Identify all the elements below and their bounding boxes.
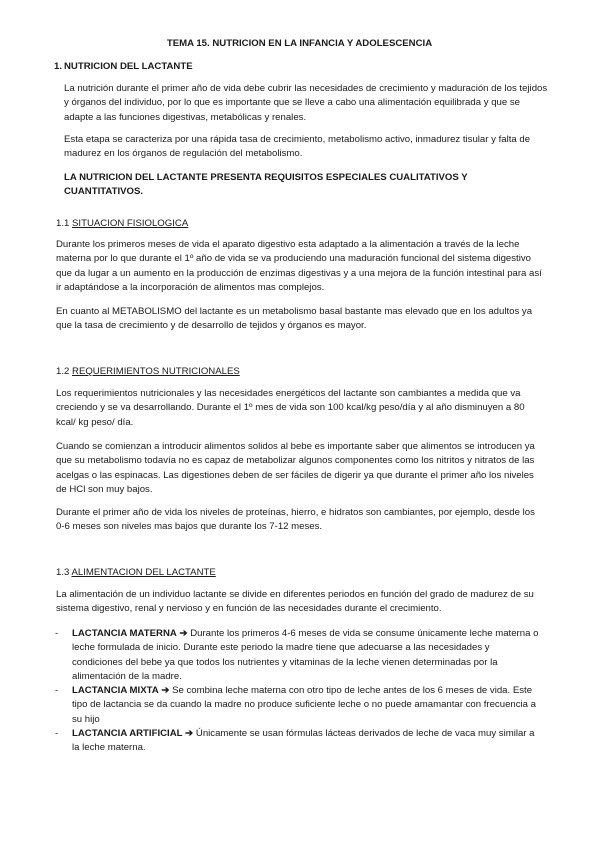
subsection-1-3-paragraph-1: La alimentación de un individuo lactante se divide en diferentes periodos en función del grado de madurez de su sistema digestivo, renal y nervioso y en función de las necesidades durante el crecimiento. [56,589,534,615]
subsection-1-2-paragraph-2: Cuando se comienzan a introducir alimentos solidos al bebe es importante saber que alimentos se introducen ya que su metabolismo todavía no es capaz de metabolizar algunos componentes como los nitritos y nitratos de las acelgas o las espinacas. Las digestiones deben de ser fáciles de digerir ya que durante el primer año los niveles de HCl son muy bajos. [56,441,535,495]
section-1-paragraph-2: Esta etapa se caracteriza por una rápida tasa de crecimiento, metabolismo activo, inmadurez tisular y falta de madurez en los órganos de regulación del metabolismo. [64,134,531,160]
list-item-lactancia-mixta [72,684,542,727]
list-item-lactancia-materna [72,627,542,684]
subsection-1-2-title: REQUERIMIENTOS NUTRICIONALES [72,366,240,377]
subsection-1-3-title: ALIMENTACION DEL LACTANTE [71,567,216,578]
list-bullet: - [55,728,59,739]
section-1-heading-text: NUTRICION DEL LACTANTE [64,61,193,72]
section-1-emphasis: LA NUTRICION DEL LACTANTE PRESENTA REQUISITOS ESPECIALES CUALITATIVOS Y CUANTITATIVOS. [64,172,468,198]
list-item-text: Únicamente se usan fórmulas lácteas derivados de leche de vaca muy similar a la leche materna. [72,728,535,754]
list-item-term: LACTANCIA MIXTA [72,685,159,696]
subsection-1-2-heading [56,365,546,379]
section-1-heading [54,60,193,74]
page-title: TEMA 15. NUTRICION EN LA INFANCIA Y ADOLESCENCIA [166,38,433,49]
arrow-icon: ➔ [161,685,170,696]
list-item-term: LACTANCIA ARTIFICIAL [72,728,183,739]
section-1-paragraph-1: La nutrición durante el primer año de vida debe cubrir las necesidades de crecimiento y maduración de los tejidos y órganos del individuo, por lo que es importante que se lleve a cabo una alimentación equilibrada y que se adapte a las funciones digestivas, metabólicas y renales. [64,83,548,123]
arrow-icon: ➔ [185,728,194,739]
subsection-1-2-number: 1.2 [56,366,70,377]
section-1-number: 1. [54,61,63,72]
subsection-1-3-number: 1.3 [56,567,70,578]
list-item-term: LACTANCIA MATERNA [72,628,177,639]
subsection-1-1-paragraph-1: Durante los primeros meses de vida el aparato digestivo esta adaptado a la alimentación a través de la leche materna por lo que durante el 1º año de vida se va produciendo una maduración funcional del sistema digestivo que da lugar a un aumento en la producción de enzimas digestivas y a una mejora de la función intestinal para así ir adaptándose a la incorporación de alimentos mas complejos. [56,239,542,293]
list-item-text: Se combina leche materna con otro tipo de leche antes de los 6 meses de vida. Este tipo de lactancia se da cuando la madre no produce suficiente leche o no puede amamantar con frecuencia a su hijo [72,685,536,725]
subsection-1-3-heading [56,566,546,580]
arrow-icon: ➔ [179,628,188,639]
subsection-1-2-paragraph-1: Los requerimientos nutricionales y las necesidades energéticos del lactante son cambiantes a medida que va creciendo y se va desarrollando. Durante el 1º mes de vida son 100 kcal/kg peso/día y al año disminuyen a 80 kcal/ kg peso/ día. [56,388,525,428]
list-item-lactancia-artificial [72,727,542,756]
subsection-1-2-paragraph-3: Durante el primer año de vida los niveles de proteínas, hierro, e hidratos son cambiantes, por ejemplo, desde los 0-6 meses son niveles mas bajos que durante los 7-12 meses. [56,507,535,533]
list-bullet: - [55,685,59,696]
subsection-1-1-number: 1.1 [56,218,70,229]
subsection-1-1-paragraph-2: En cuanto al METABOLISMO del lactante es un metabolismo basal bastante mas elevado que en los adultos ya que la tasa de crecimiento y de desarrollo de tejidos y órganos es mayor. [56,306,533,332]
list-bullet: - [55,628,59,639]
subsection-1-1-title: SITUACION FISIOLOGICA [72,218,189,229]
subsection-1-1-heading [56,217,546,231]
list-item-text: Durante los primeros 4-6 meses de vida se consume únicamente leche materna o leche formulada de inicio. Durante este periodo la madre tiene que adecuarse a las necesidades y condiciones del bebe ya que todos los nutrientes y vitaminas de la leche vienen determinadas por la alimentación de la madre. [72,628,539,682]
